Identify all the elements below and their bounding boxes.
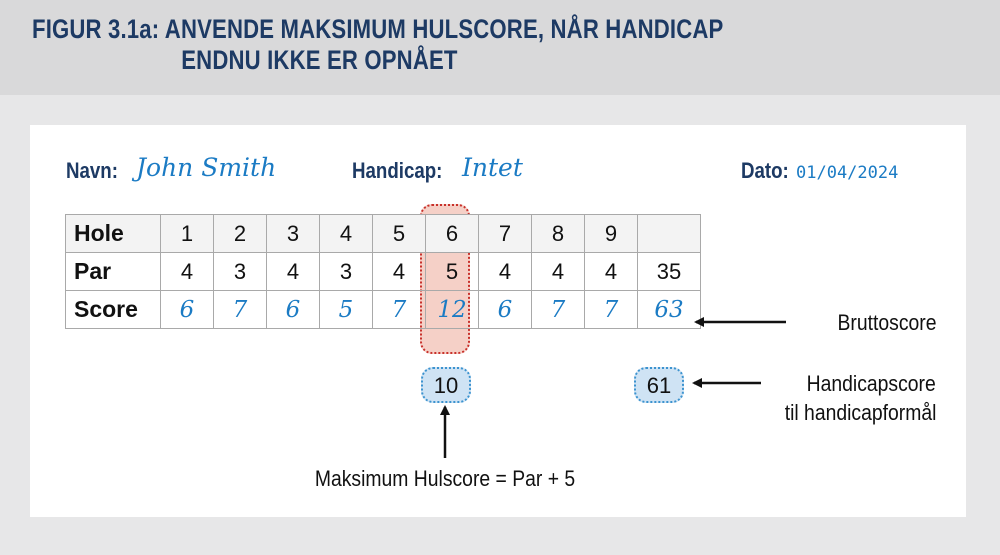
cell: 5 xyxy=(373,215,426,253)
cell: 3 xyxy=(320,253,373,291)
cell: 4 xyxy=(161,253,214,291)
date-value: 01/04/2024 xyxy=(796,163,899,183)
cell: 12 xyxy=(426,291,479,329)
max-hole-score-badge: 10 xyxy=(421,367,471,403)
handicap-value: Intet xyxy=(462,153,523,182)
cell: 3 xyxy=(214,253,267,291)
cell: 4 xyxy=(479,253,532,291)
cell: 7 xyxy=(373,291,426,329)
cell: 4 xyxy=(585,253,638,291)
cell: 6 xyxy=(161,291,214,329)
cell: 4 xyxy=(320,215,373,253)
cell: 9 xyxy=(585,215,638,253)
cell: 1 xyxy=(161,215,214,253)
title-line-2: ENDNU IKKE ER OPNÅET xyxy=(181,45,458,75)
cell: 5 xyxy=(426,253,479,291)
total-cell: 63 xyxy=(638,291,701,329)
cell: 4 xyxy=(267,253,320,291)
cell: 8 xyxy=(532,215,585,253)
cell: 6 xyxy=(479,291,532,329)
cell: 7 xyxy=(214,291,267,329)
scorecard xyxy=(30,125,966,517)
date-label: Dato: xyxy=(741,158,789,183)
cell: 6 xyxy=(426,215,479,253)
arrows-overlay xyxy=(30,125,966,517)
handicap-score-label-1: Handicapscore xyxy=(806,371,936,396)
row-header: Score xyxy=(66,291,161,329)
cell: 7 xyxy=(479,215,532,253)
row-header: Hole xyxy=(66,215,161,253)
handicap-score-badge: 61 xyxy=(634,367,684,403)
cell: 7 xyxy=(585,291,638,329)
cell: 3 xyxy=(267,215,320,253)
figure-title xyxy=(32,14,754,76)
title-line-1: FIGUR 3.1a: ANVENDE MAKSIMUM HULSCORE, NÅR HANDICAP xyxy=(32,14,724,44)
cell: 5 xyxy=(320,291,373,329)
row-header: Par xyxy=(66,253,161,291)
max-hole-score-formula: Maksimum Hulscore = Par + 5 xyxy=(314,466,576,491)
gross-score-label: Bruttoscore xyxy=(837,310,936,335)
cell: 4 xyxy=(532,253,585,291)
cell: 4 xyxy=(373,253,426,291)
name-value: John Smith xyxy=(136,153,277,182)
cell: 6 xyxy=(267,291,320,329)
handicap-score-label-2: til handicapformål xyxy=(784,400,936,425)
cell: 2 xyxy=(214,215,267,253)
header-band xyxy=(0,0,1000,95)
name-label: Navn: xyxy=(66,158,118,183)
cell: 7 xyxy=(532,291,585,329)
total-cell: 35 xyxy=(638,253,701,291)
handicap-label: Handicap: xyxy=(352,158,443,183)
